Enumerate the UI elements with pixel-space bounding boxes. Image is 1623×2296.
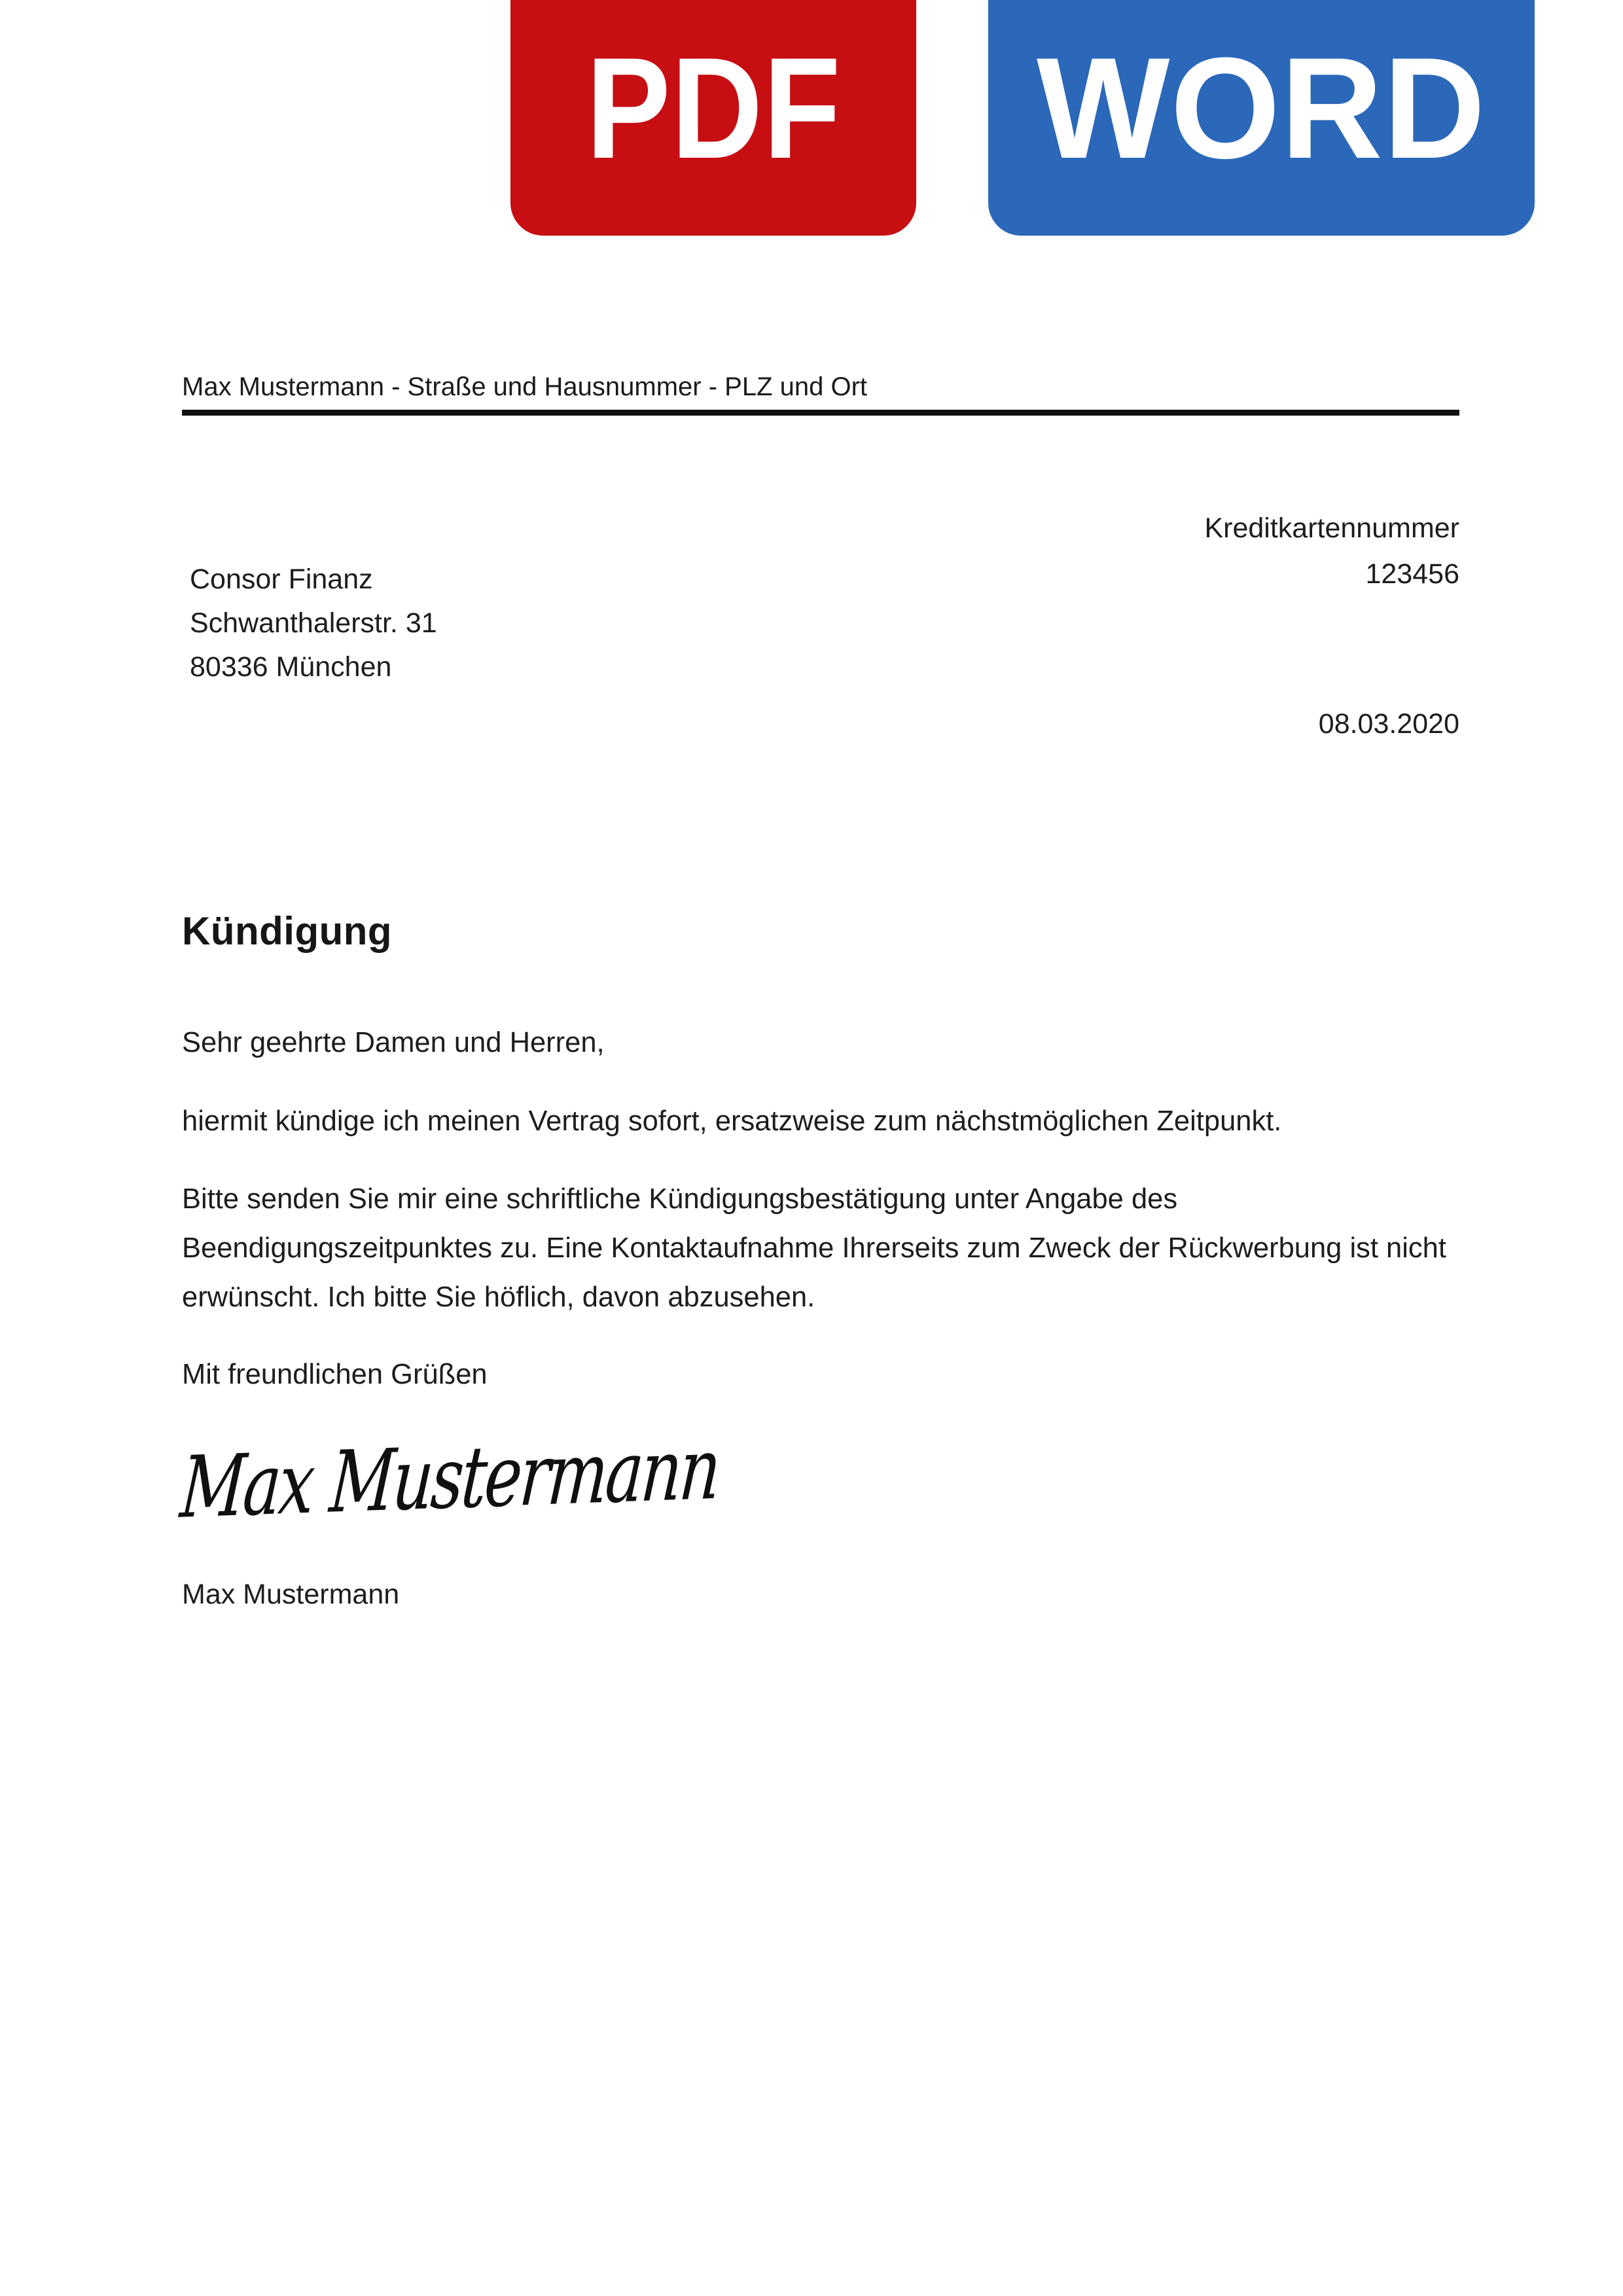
paragraph-confirmation-request bbox=[182, 1175, 1459, 1322]
paragraph-confirmation-request-line2: Beendigungszeitpunktes zu. Eine Kontaktaufnahme Ihrerseits zum Zweck der Rückwerbung ist nicht bbox=[182, 1232, 1446, 1264]
letter-date: 08.03.2020 bbox=[1318, 708, 1459, 740]
recipient-line-company: Consor Finanz bbox=[190, 564, 373, 595]
closing-phrase: Mit freundlichen Grüßen bbox=[182, 1359, 488, 1390]
paragraph-cancellation: hiermit kündige ich meinen Vertrag sofort, ersatzweise zum nächstmöglichen Zeitpunkt. bbox=[182, 1105, 1282, 1137]
pdf-download-button[interactable] bbox=[510, 0, 916, 236]
paragraph-confirmation-request-line3: erwünscht. Ich bitte Sie höflich, davon abzusehen. bbox=[182, 1282, 815, 1313]
salutation: Sehr geehrte Damen und Herren, bbox=[182, 1027, 605, 1058]
word-download-button[interactable] bbox=[988, 0, 1535, 236]
sender-return-address-line bbox=[182, 372, 1459, 416]
recipient-line-city: 80336 München bbox=[190, 651, 392, 683]
signature-printed-name: Max Mustermann bbox=[182, 1579, 400, 1610]
sender-return-address-text: Max Mustermann - Straße und Hausnummer - PLZ und Ort bbox=[182, 372, 868, 401]
credit-card-label: Kreditkartennummer bbox=[1204, 512, 1459, 544]
word-download-label: WORD bbox=[1037, 27, 1486, 188]
credit-card-block bbox=[1204, 505, 1459, 597]
recipient-address bbox=[190, 558, 437, 689]
pdf-download-label: PDF bbox=[586, 27, 841, 188]
letter-heading: Kündigung bbox=[182, 909, 393, 954]
handwritten-signature: Max Mustermann bbox=[177, 1420, 722, 1538]
recipient-line-street: Schwanthalerstr. 31 bbox=[190, 607, 437, 639]
paragraph-confirmation-request-line1: Bitte senden Sie mir eine schriftliche Kündigungsbestätigung unter Angabe des bbox=[182, 1183, 1178, 1215]
credit-card-number: 123456 bbox=[1365, 558, 1459, 590]
